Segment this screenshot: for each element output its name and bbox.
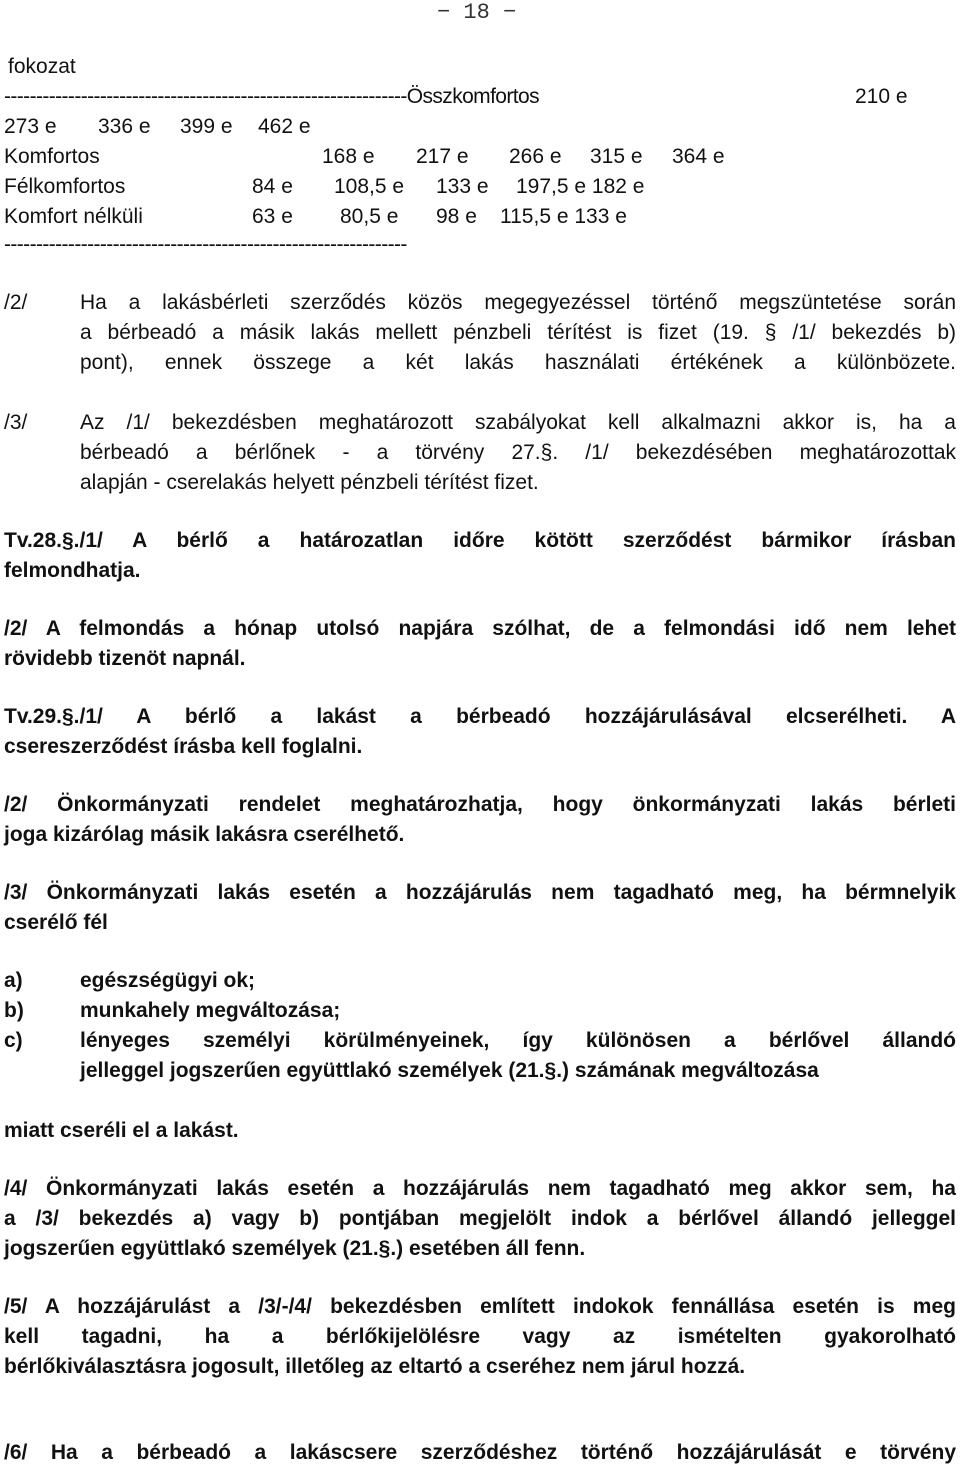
- table-cell: 266 e: [509, 145, 562, 168]
- table-wrap-value: 399 e: [180, 115, 233, 138]
- list-marker: a): [4, 969, 23, 992]
- table-wrap-value: 273 e: [4, 115, 57, 138]
- table-wrap-value: 336 e: [98, 115, 151, 138]
- table-wrap-value: 462 e: [258, 115, 311, 138]
- table-cell: 63 e: [252, 205, 293, 228]
- table-cell: 84 e: [252, 175, 293, 198]
- table-cell: 315 e: [590, 145, 643, 168]
- section-28-2: /2/ A felmondás a hónap utolsó napjára szólhat, de a felmondási idő nem lehet rövidebb tizenöt napnál.: [4, 617, 956, 670]
- table-cell: 168 e: [322, 145, 375, 168]
- list-item: lényeges személyi körülményeinek, így különösen a bérlővel állandó jelleggel jogszerűen együttlakó személyek (21.§.) számának megváltozása: [80, 1029, 956, 1082]
- table-row-label: Komfort nélküli: [4, 205, 143, 228]
- list-marker: b): [4, 999, 24, 1022]
- section-29-4: /4/ Önkormányzati lakás esetén a hozzájárulás nem tagadható meg akkor sem, ha a /3/ bekezdés a) vagy b) pontjában megjelölt indok a bérlővel állandó jelleggel jogszerűen együttlakó személyek (21.§.) esetében áll fenn.: [4, 1177, 956, 1260]
- section-29-6: /6/ Ha a bérbeadó a lakáscsere szerződéshez történő hozzájárulását e törvény: [4, 1441, 956, 1464]
- table-cell: 108,5 e: [334, 175, 405, 198]
- table-cell: 98 e: [436, 205, 477, 228]
- section-29-3: /3/ Önkormányzati lakás esetén a hozzájárulás nem tagadható meg, ha bérmnelyik cserélő fél: [4, 881, 956, 934]
- list-item: egészségügyi ok;: [80, 969, 256, 992]
- table-footer-line: ---------------------------------------------------------------: [4, 233, 407, 256]
- table-cell: 364 e: [672, 145, 725, 168]
- section-29-3-end: miatt cseréli el a lakást.: [4, 1119, 239, 1142]
- table-cell: 80,5 e: [340, 205, 399, 228]
- table-cell: 133 e: [436, 175, 489, 198]
- table-cell: 115,5 e 133 e: [500, 205, 627, 228]
- list-marker: c): [4, 1029, 23, 1052]
- table-cell: 217 e: [416, 145, 469, 168]
- section-29-1: Tv.29.§./1/ A bérlő a lakást a bérbeadó hozzájárulásával elcserélheti. A csereszerződést írásba kell foglalni.: [4, 705, 956, 758]
- table-header-line: ---------------------------------------------------------------Összkomfortos: [4, 85, 539, 108]
- table-row-label: Komfortos: [4, 145, 100, 168]
- table-cell: 197,5 e 182 e: [516, 175, 645, 198]
- page-number: − 18 −: [437, 0, 517, 25]
- table-row-label: Félkomfortos: [4, 175, 126, 198]
- table-heading: fokozat: [8, 55, 76, 78]
- paragraph-number: /3/: [4, 411, 28, 434]
- paragraph-number: /2/: [4, 291, 28, 314]
- section-29-5: /5/ A hozzájárulást a /3/-/4/ bekezdésben említett indokok fennállása esetén is meg kell tagadni, ha a bérlőkijelölésre vagy az ismételten gyakorolható bérlőkiválasztásra jogosult, illetőleg az eltartó a cseréhez nem járul hozzá.: [4, 1295, 956, 1378]
- section-29-2: /2/ Önkormányzati rendelet meghatározhatja, hogy önkormányzati lakás bérleti joga kizárólag másik lakásra cserélhető.: [4, 793, 956, 846]
- table-first-value: 210 e: [855, 85, 908, 108]
- list-item: munkahely megváltozása;: [80, 999, 341, 1022]
- paragraph-body: Az /1/ bekezdésben meghatározott szabályokat kell alkalmazni akkor is, ha a bérbeadó a bérlőnek - a törvény 27.§. /1/ bekezdésében meghatározottak alapján - cserelakás helyett pénzbeli térítést fizet.: [80, 411, 956, 494]
- paragraph-body: Ha a lakásbérleti szerződés közös megegyezéssel történő megszüntetése során a bérbeadó a másik lakás mellett pénzbeli térítést is fizet (19. § /1/ bekezdés b) pont), ennek összege a két lakás használati értékének a különbözete.: [80, 291, 956, 374]
- section-28-1: Tv.28.§./1/ A bérlő a határozatlan időre kötött szerződést bármikor írásban felmondhatja.: [4, 529, 956, 582]
